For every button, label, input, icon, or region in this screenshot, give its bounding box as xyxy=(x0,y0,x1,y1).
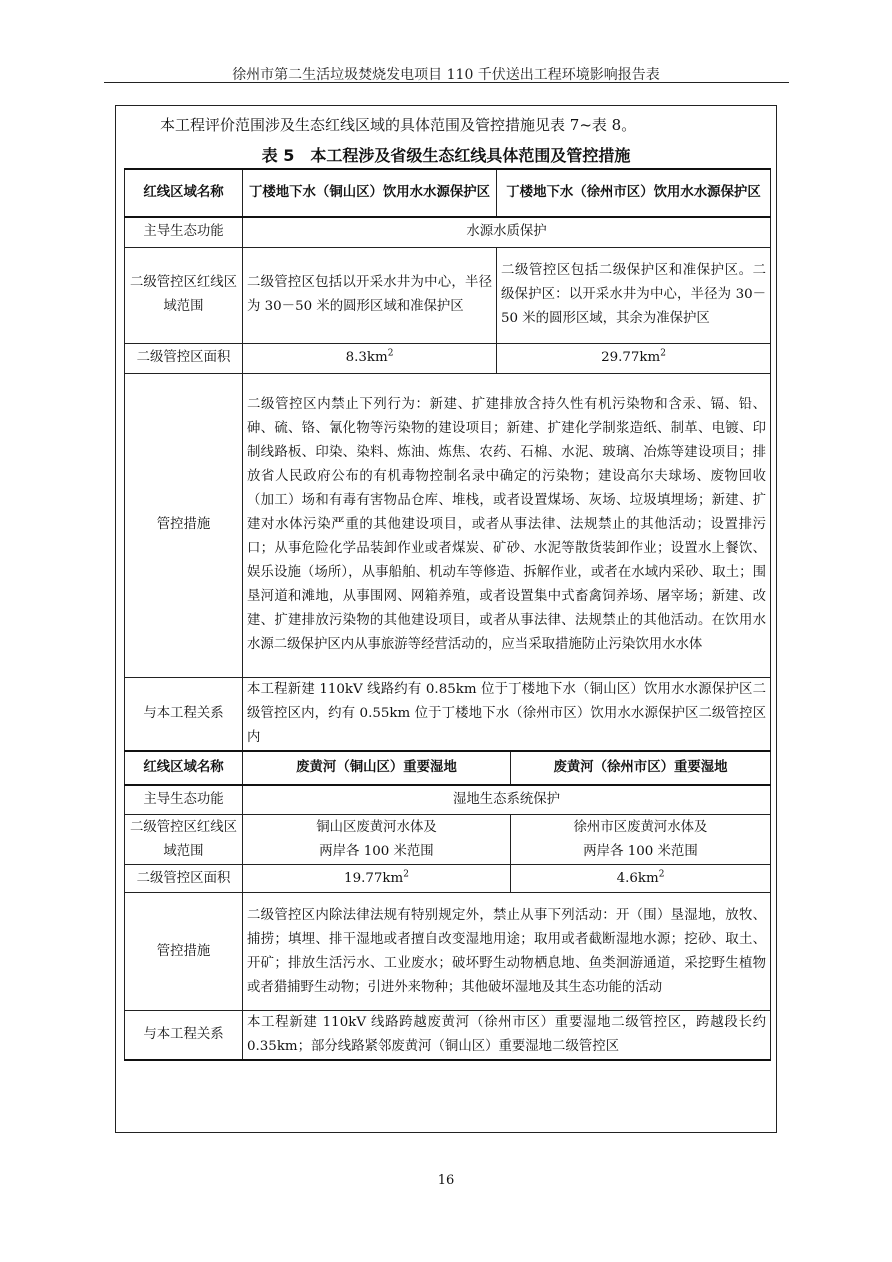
header-rule xyxy=(104,82,789,83)
page-number: 16 xyxy=(437,1173,455,1188)
size-b xyxy=(511,865,771,893)
page-header: 徐州市第二生活垃圾焚烧发电项目 110 千伏送出工程环境影响报告表 xyxy=(232,67,660,83)
header-cell-area-name: 红线区域名称 xyxy=(125,751,243,785)
size-a-value: 8.3km xyxy=(345,350,388,365)
header-cell-wetland-a: 废黄河（铜山区）重要湿地 xyxy=(243,751,511,785)
measures-label: 管控措施 xyxy=(125,893,243,1011)
range-a-line-2: 两岸各 100 米范围 xyxy=(319,843,434,859)
header-cell-area-name: 红线区域名称 xyxy=(125,169,243,217)
table-row xyxy=(125,785,771,815)
intro-paragraph: 本工程评价范围涉及生态红线区域的具体范围及管控措施见表 7~表 8。 xyxy=(160,116,637,134)
range-label: 二级管控区红线区域范围 xyxy=(125,247,243,343)
table-row xyxy=(125,247,771,343)
table-row xyxy=(125,815,771,865)
function-value: 水源水质保护 xyxy=(243,217,771,247)
header-cell-area-b: 丁楼地下水（徐州市区）饮用水水源保护区 xyxy=(497,169,771,217)
function-label: 主导生态功能 xyxy=(125,217,243,247)
table-row xyxy=(125,373,771,677)
table-row xyxy=(125,1011,771,1061)
measures-text: 二级管控区内除法律法规有特别规定外，禁止从事下列活动：开（围）垦湿地，放牧、捕捞；填埋、排干湿地或者擅自改变湿地用途；取用或者截断湿地水源；挖砂、取土、开矿；排放生活污水、工业废水；破坏野生动物栖息地、鱼类洄游通道，采挖野生植物或者猎捕野生动物；引进外来物种；其他破坏湿地及其生态功能的活动 xyxy=(243,893,771,1011)
header-cell-wetland-b: 废黄河（徐州市区）重要湿地 xyxy=(511,751,771,785)
size-a-unit-sup: 2 xyxy=(387,348,394,359)
table-row xyxy=(125,751,771,785)
range-a: 二级管控区包括以开采水井为中心，半径为 30－50 米的圆形区域和准保护区 xyxy=(243,247,497,343)
size-b xyxy=(497,343,771,373)
size-b-value: 29.77km xyxy=(601,350,661,365)
function-value: 湿地生态系统保护 xyxy=(243,785,771,815)
measures-label: 管控措施 xyxy=(125,373,243,677)
table-row xyxy=(125,217,771,247)
relation-label: 与本工程关系 xyxy=(125,677,243,751)
range-label: 二级管控区红线区域范围 xyxy=(125,815,243,865)
size-b-value: 4.6km xyxy=(616,870,659,886)
table-row xyxy=(125,343,771,373)
size-b-unit-sup: 2 xyxy=(660,348,666,359)
table-row xyxy=(125,677,771,751)
table-row xyxy=(125,169,771,217)
relation-text: 本工程新建 110kV 线路跨越废黄河（徐州市区）重要湿地二级管控区，跨越段长约 0.35km；部分线路紧邻废黄河（铜山区）重要湿地二级管控区 xyxy=(243,1011,771,1061)
size-a-value: 19.77km xyxy=(344,870,404,886)
table-row xyxy=(125,865,771,893)
table-title: 表 5 本工程涉及省级生态红线具体范围及管控措施 xyxy=(261,146,631,165)
range-a xyxy=(243,815,511,865)
range-b-line-2: 两岸各 100 米范围 xyxy=(583,843,698,859)
size-a xyxy=(243,865,511,893)
size-a xyxy=(243,343,497,373)
size-a-unit-sup: 2 xyxy=(403,869,409,880)
measures-text: 二级管控区内禁止下列行为：新建、扩建排放含持久性有机污染物和含汞、镉、铅、砷、硫、铬、氰化物等污染物的建设项目；新建、扩建化学制浆造纸、制革、电镀、印制线路板、印染、染料、炼油、炼焦、农药、石棉、水泥、玻璃、冶炼等建设项目；排放省人民政府公布的有机毒物控制名录中确定的污染物；建设高尔夫球场、废物回收（加工）场和有毒有害物品仓库、堆栈，或者设置煤场、灰场、垃圾填埋场；新建、扩建对水体污染严重的其他建设项目，或者从事法律、法规禁止的其他活动；设置排污口；从事危险化学品装卸作业或者煤炭、矿砂、水泥等散货装卸作业；设置水上餐饮、娱乐设施（场所），从事船舶、机动车等修造、拆解作业，或者在水域内采砂、取土；围垦河道和滩地，从事围网、网箱养殖，或者设置集中式畜禽饲养场、屠宰场；新建、改建、扩建排放污染物的其他建设项目，或者从事法律、法规禁止的其他活动。在饮用水水源二级保护区内从事旅游等经营活动的，应当采取措施防止污染饮用水水体 xyxy=(243,373,771,677)
size-label: 二级管控区面积 xyxy=(125,865,243,893)
table-row xyxy=(125,893,771,1011)
range-b xyxy=(511,815,771,865)
ecological-redline-table xyxy=(124,168,771,1061)
relation-text: 本工程新建 110kV 线路约有 0.85km 位于丁楼地下水（铜山区）饮用水水源保护区二级管控区内，约有 0.55km 位于丁楼地下水（徐州市区）饮用水水源保护区二级管控区内 xyxy=(243,677,771,751)
function-label: 主导生态功能 xyxy=(125,785,243,815)
size-label: 二级管控区面积 xyxy=(125,343,243,373)
range-b: 二级管控区包括二级保护区和准保护区。二级保护区：以开采水井为中心，半径为 30－50 米的圆形区域，其余为准保护区 xyxy=(497,247,771,343)
relation-label: 与本工程关系 xyxy=(125,1011,243,1061)
size-b-unit-sup: 2 xyxy=(658,869,665,880)
range-b-line-1: 徐州市区废黄河水体及 xyxy=(573,819,708,835)
header-cell-area-a: 丁楼地下水（铜山区）饮用水水源保护区 xyxy=(243,169,497,217)
range-a-line-1: 铜山区废黄河水体及 xyxy=(316,819,437,835)
